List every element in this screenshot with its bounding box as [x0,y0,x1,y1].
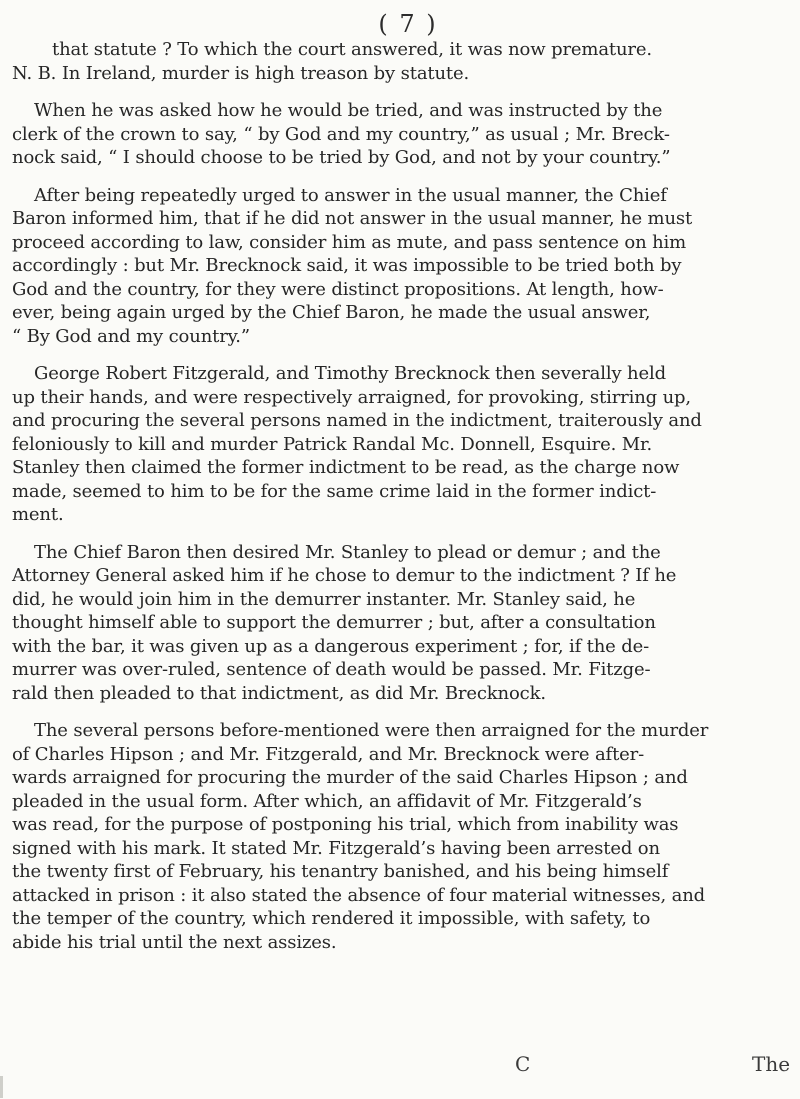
text-line: George Robert Fitzgerald, and Timothy Brecknock then severally held [34,363,666,384]
text-line: of Charles Hipson ; and Mr. Fitzgerald, and Mr. Brecknock were after- [12,743,645,765]
gutter-mark [0,1076,3,1098]
text-line: attacked in prison : it also stated the absence of four material witnesses, and [12,884,706,906]
text-line: thought himself able to support the demurrer ; but, after a consultation [12,612,656,633]
text-line: wards arraigned for procuring the murder of the said Charles Hipson ; and [12,767,688,788]
paragraph [12,38,780,85]
text-line: Attorney General asked him if he chose to demur to the indictment ? If he [12,565,677,586]
text-line: ever, being again urged by the Chief Baron, he made the usual answer, [12,302,651,323]
text-line: up their hands, and were respectively arraigned, for provoking, stirring up, [12,386,691,408]
text-line: Stanley then claimed the former indictment to be read, as the charge now [12,457,680,478]
text-line: Baron informed him, that if he did not answer in the usual manner, he must [12,208,693,229]
paragraph [12,362,780,527]
text-line: feloniously to kill and murder Patrick Randal Mc. Donnell, Esquire. Mr. [12,433,653,455]
text-line: murrer was over-ruled, sentence of death would be passed. Mr. Fitzge- [12,659,651,680]
paragraph [12,184,780,349]
paragraph [12,719,780,954]
text-line: The Chief Baron then desired Mr. Stanley to plead or demur ; and the [34,541,661,563]
signature-mark: C [515,1052,531,1076]
text-line: proceed according to law, consider him as mute, and pass sentence on him [12,231,687,253]
page-footer [0,1052,800,1082]
text-line: nock said, “ I should choose to be tried by God, and not by your country.” [12,147,671,168]
text-line: was read, for the purpose of postponing his trial, which from inability was [12,814,679,835]
text-line: made, seemed to him to be for the same crime laid in the former indict- [12,480,657,502]
text-line: with the bar, it was given up as a dangerous experiment ; for, if the de- [12,635,650,657]
text-line: accordingly : but Mr. Brecknock said, it was impossible to be tried both by [12,255,682,276]
text-line: After being repeatedly urged to answer in the usual manner, the Chief [34,184,667,206]
body-text [12,38,780,968]
text-line: signed with his mark. It stated Mr. Fitzgerald’s having been arrested on [12,837,660,859]
text-line: did, he would join him in the demurrer instanter. Mr. Stanley said, he [12,588,636,610]
text-line: clerk of the crown to say, “ by God and my country,” as usual ; Mr. Breck- [12,123,670,145]
paragraph [12,541,780,706]
text-line: “ By God and my country.” [12,325,250,347]
text-line: N. B. In Ireland, murder is high treason by statute. [12,62,470,84]
text-line: the temper of the country, which rendered it impossible, with safety, to [12,908,651,929]
text-line: When he was asked how he would be tried, and was instructed by the [34,100,663,121]
text-line: The several persons before-mentioned were then arraigned for the murder [34,720,709,741]
paragraph [12,99,780,170]
page-number: ( 7 ) [378,10,438,38]
text-line: pleaded in the usual form. After which, an affidavit of Mr. Fitzgerald’s [12,790,642,812]
text-line: rald then pleaded to that indictment, as did Mr. Brecknock. [12,682,546,704]
text-line: that statute ? To which the court answered, it was now premature. [52,39,652,60]
text-line: the twenty first of February, his tenantry banished, and his being himself [12,861,669,882]
catchword: The [752,1052,791,1076]
text-line: abide his trial until the next assizes. [12,931,337,953]
text-line: and procuring the several persons named in the indictment, traiterously and [12,410,702,431]
text-line: ment. [12,504,64,525]
text-line: God and the country, for they were distinct propositions. At length, how- [12,278,664,300]
